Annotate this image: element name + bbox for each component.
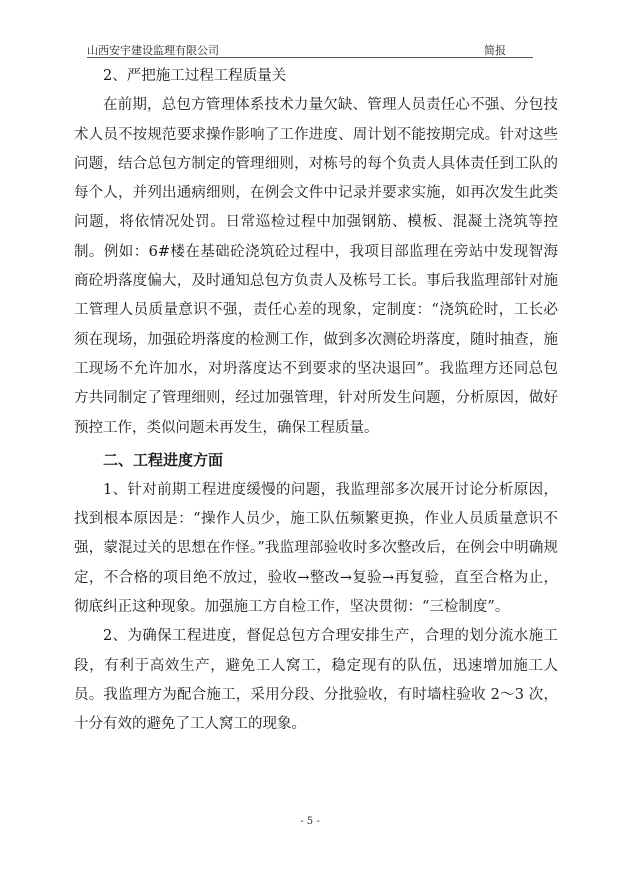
document-type: 简报 [484,44,506,57]
page-header [87,39,533,57]
paragraph: 2、为确保工程进度，督促总包方合理安排生产，合理的划分流水施工段，有利于高效生产，避免工人窝工，稳定现有的队伍，迅速增加施工人员。我监理方为配合施工，采用分段、分批验收，有时墙柱验收 2～3 次，十分有效的避免了工人窝工的现象。 [74,628,558,733]
subsection-heading: 2、严把施工过程工程质量关 [103,68,287,84]
paragraph: 1、针对前期工程进度缓慢的问题，我监理部多次展开讨论分析原因，找到根本原因是：“操作人员少，施工队伍频繁更换，作业人员质量意识不强，蒙混过关的思想在作怪。”我监理部验收时多次整改后，在例会中明确规定，不合格的项目绝不放过，验收→整改→复验→再复验，直至合格为止，彻底纠正这种现象。加强施工方自检工作，坚决贯彻：“三检制度”。 [74,481,558,616]
page-number: - 5 - [300,816,320,827]
paragraph: 在前期，总包方管理体系技术力量欠缺、管理人员责任心不强、分包技术人员不按规范要求操作影响了工作进度、周计划不能按期完成。针对这些问题，结合总包方制定的管理细则，对栋号的每个负责人具体责任到工队的每个人，并列出通病细则，在例会文件中记录并要求实施，如再次发生此类问题，将依情况处罚。日常巡检过程中加强钢筋、模板、混凝土浇筑等控制。例如：6#楼在基础砼浇筑砼过程中，我项目部监理在旁站中发现智海商砼坍落度偏大，及时通知总包方负责人及栋号工长。事后我监理部针对施工管理人员质量意识不强，责任心差的现象，定制度：“浇筑砼时，工长必须在现场，加强砼坍落度的检测工作，做到多次测砼坍落度，随时抽查，施工现场不允许加水，对坍落度达不到要求的坚决退回”。我监理方还同总包方共同制定了管理细则，经过加强管理，针对所发生问题，分析原因，做好预控工作，类似问题未再发生，确保工程质量。 [74,97,558,436]
header-rule [87,57,533,58]
section-heading: 二、工程进度方面 [103,450,224,469]
company-name: 山西安宇建设监理有限公司 [87,44,219,57]
document-body [74,62,558,740]
